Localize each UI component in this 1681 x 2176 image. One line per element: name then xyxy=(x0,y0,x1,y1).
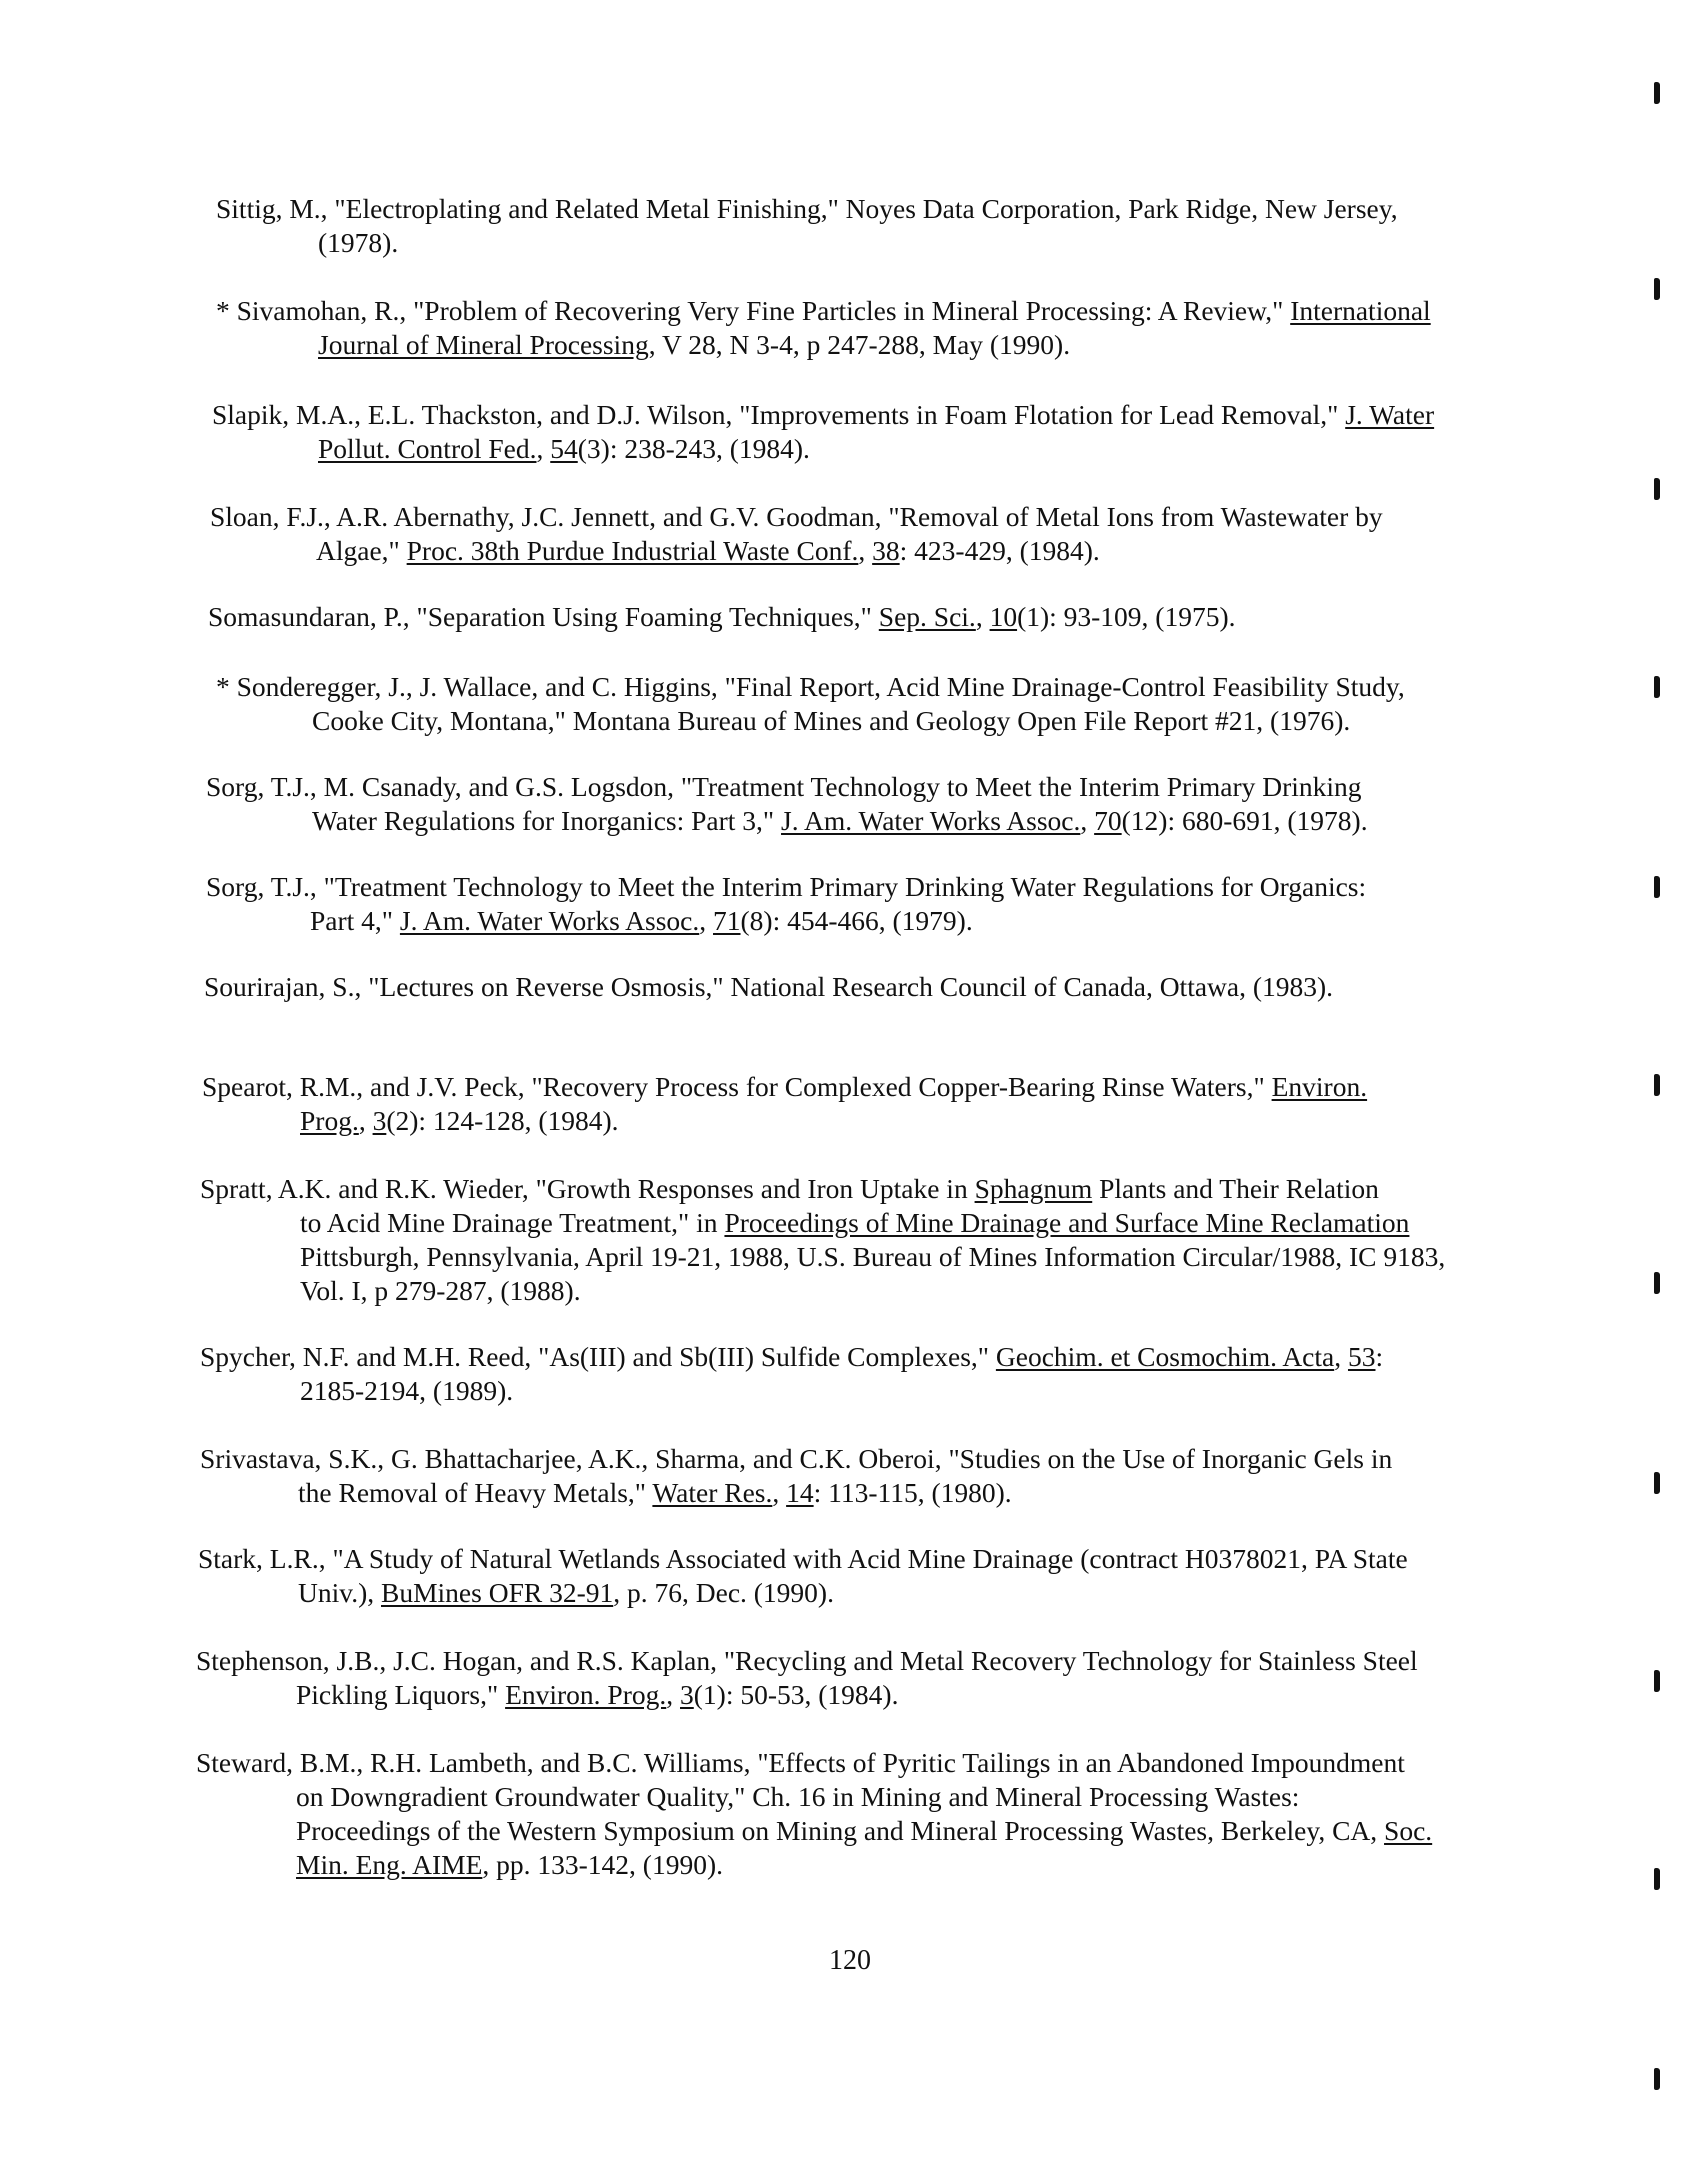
ref-text: : 423-429, (1984). xyxy=(899,535,1100,566)
journal-title: Environ. xyxy=(1271,1071,1368,1102)
volume-number: 38 xyxy=(872,535,900,566)
ref-text: Stark, L.R., "A Study of Natural Wetlands Associated with Acid Mine Drainage (contract H0378021, PA State xyxy=(198,1543,1408,1574)
ref-text: , xyxy=(1080,805,1095,836)
ref-text: Stephenson, J.B., J.C. Hogan, and R.S. Kaplan, "Recycling and Metal Recovery Technology for Stainless Steel xyxy=(196,1645,1418,1676)
ref-text: to Acid Mine Drainage Treatment," in xyxy=(300,1207,725,1238)
ref-text: Cooke City, Montana," Montana Bureau of Mines and Geology Open File Report #21, (1976). xyxy=(312,705,1351,736)
ref-text: the Removal of Heavy Metals," xyxy=(298,1477,653,1508)
society-name: Soc. xyxy=(1384,1815,1433,1846)
margin-mark xyxy=(1654,876,1660,898)
volume-number: 10 xyxy=(989,601,1018,632)
ref-text: Sorg, T.J., M. Csanady, and G.S. Logsdon, "Treatment Technology to Meet the Interim Primary Drinking xyxy=(206,771,1362,802)
journal-title: J. Am. Water Works Assoc. xyxy=(781,805,1081,836)
ref-text: Pickling Liquors," xyxy=(296,1679,506,1710)
margin-mark xyxy=(1654,1272,1660,1294)
ref-text: , xyxy=(666,1679,681,1710)
journal-title: Journal of Mineral Processing xyxy=(318,329,649,360)
ref-text: Algae," xyxy=(316,535,407,566)
report-title: BuMines OFR 32-91 xyxy=(381,1577,614,1608)
ref-text: , xyxy=(536,433,551,464)
journal-title: Sep. Sci. xyxy=(878,601,976,632)
margin-mark xyxy=(1654,1670,1660,1692)
journal-title: J. Water xyxy=(1345,399,1435,430)
volume-number: 70 xyxy=(1094,805,1122,836)
ref-text: , xyxy=(1334,1341,1348,1372)
ref-text: Spycher, N.F. and M.H. Reed, "As(III) and Sb(III) Sulfide Complexes," xyxy=(200,1341,996,1372)
journal-title: Environ. Prog. xyxy=(505,1679,667,1710)
ref-text: (3): 238-243, (1984). xyxy=(577,433,810,464)
margin-mark xyxy=(1654,1472,1660,1494)
journal-title: J. Am. Water Works Assoc. xyxy=(399,905,700,936)
page-number: 120 xyxy=(829,1945,871,1976)
ref-text: Steward, B.M., R.H. Lambeth, and B.C. Williams, "Effects of Pyritic Tailings in an Abandoned Impoundment xyxy=(196,1747,1405,1778)
volume-number: 71 xyxy=(713,905,741,936)
volume-number: 14 xyxy=(786,1477,814,1508)
ref-text: , V 28, N 3-4, p 247-288, May (1990). xyxy=(648,329,1071,360)
ref-text: 2185-2194, (1989). xyxy=(300,1375,514,1406)
ref-text: , xyxy=(975,601,990,632)
ref-text: (8): 454-466, (1979). xyxy=(740,905,973,936)
journal-title: Water Res. xyxy=(652,1477,773,1508)
ref-text: Univ.), xyxy=(298,1577,381,1608)
ref-text: : 113-115, (1980). xyxy=(813,1477,1012,1508)
ref-text: Spearot, R.M., and J.V. Peck, "Recovery Process for Complexed Copper-Bearing Rinse Waters," xyxy=(202,1071,1272,1102)
ref-text: , xyxy=(858,535,873,566)
margin-mark xyxy=(1654,676,1660,698)
proceedings-title: Proceedings of Mine Drainage and Surface Mine Reclamation xyxy=(724,1207,1410,1238)
genus-name: Sphagnum xyxy=(974,1173,1093,1204)
ref-text: Pittsburgh, Pennsylvania, April 19-21, 1988, U.S. Bureau of Mines Information Circular/1988, IC 9183, xyxy=(300,1241,1446,1272)
ref-text: Sloan, F.J., A.R. Abernathy, J.C. Jennett, and G.V. Goodman, "Removal of Metal Ions from Wastewater by xyxy=(210,501,1383,532)
ref-text: on Downgradient Groundwater Quality," Ch. 16 in Mining and Mineral Processing Wastes: xyxy=(296,1781,1300,1812)
journal-title: Geochim. et Cosmochim. Acta xyxy=(995,1341,1335,1372)
ref-text: , xyxy=(699,905,714,936)
ref-text: (1978). xyxy=(318,227,399,258)
margin-mark xyxy=(1654,2068,1660,2090)
ref-text: (12): 680-691, (1978). xyxy=(1121,805,1368,836)
journal-title: Proc. 38th Purdue Industrial Waste Conf. xyxy=(406,535,859,566)
ref-text: : xyxy=(1375,1341,1384,1372)
ref-text: Srivastava, S.K., G. Bhattacharjee, A.K., Sharma, and C.K. Oberoi, "Studies on the Use of Inorganic Gels in xyxy=(200,1443,1393,1474)
ref-text: Spratt, A.K. and R.K. Wieder, "Growth Responses and Iron Uptake in xyxy=(200,1173,975,1204)
margin-mark xyxy=(1654,82,1660,104)
ref-text: Proceedings of the Western Symposium on Mining and Mineral Processing Wastes, Berkeley, CA, xyxy=(296,1815,1385,1846)
society-name: Min. Eng. AIME xyxy=(296,1849,483,1880)
ref-text: , pp. 133-142, (1990). xyxy=(482,1849,723,1880)
ref-text: * Sivamohan, R., "Problem of Recovering Very Fine Particles in Mineral Processing: A Review," xyxy=(216,295,1291,326)
volume-number: 54 xyxy=(550,433,578,464)
ref-text: (1): 50-53, (1984). xyxy=(693,1679,899,1710)
ref-text: , p. 76, Dec. (1990). xyxy=(613,1577,834,1608)
journal-title: Pollut. Control Fed. xyxy=(318,433,537,464)
ref-text: Sorg, T.J., "Treatment Technology to Meet the Interim Primary Drinking Water Regulations for Organics: xyxy=(206,871,1367,902)
margin-mark xyxy=(1654,478,1660,500)
ref-text: Part 4," xyxy=(310,905,400,936)
ref-text: , xyxy=(358,1105,373,1136)
ref-text: Water Regulations for Inorganics: Part 3," xyxy=(312,805,782,836)
ref-text: Somasundaran, P., "Separation Using Foaming Techniques," xyxy=(208,601,879,632)
ref-text: * Sonderegger, J., J. Wallace, and C. Higgins, "Final Report, Acid Mine Drainage-Control Feasibility Study, xyxy=(216,671,1405,702)
volume-number: 3 xyxy=(372,1105,387,1136)
ref-text: Vol. I, p 279-287, (1988). xyxy=(300,1275,581,1306)
margin-mark xyxy=(1654,278,1660,300)
journal-title: Prog. xyxy=(300,1105,359,1136)
ref-text: , xyxy=(772,1477,787,1508)
volume-number: 3 xyxy=(680,1679,694,1710)
ref-text: Sourirajan, S., "Lectures on Reverse Osmosis," National Research Council of Canada, Ottawa, (1983). xyxy=(204,971,1334,1002)
ref-text: (1): 93-109, (1975). xyxy=(1017,601,1236,632)
margin-mark xyxy=(1654,1074,1660,1096)
journal-title: International xyxy=(1290,295,1431,326)
margin-mark xyxy=(1654,1868,1660,1890)
ref-text: Plants and Their Relation xyxy=(1092,1173,1379,1204)
ref-text: Sittig, M., "Electroplating and Related Metal Finishing," Noyes Data Corporation, Park Ridge, New Jersey, xyxy=(216,193,1398,224)
ref-text: (2): 124-128, (1984). xyxy=(386,1105,619,1136)
ref-text: Slapik, M.A., E.L. Thackston, and D.J. Wilson, "Improvements in Foam Flotation for Lead Removal," xyxy=(212,399,1346,430)
volume-number: 53 xyxy=(1347,1341,1376,1372)
